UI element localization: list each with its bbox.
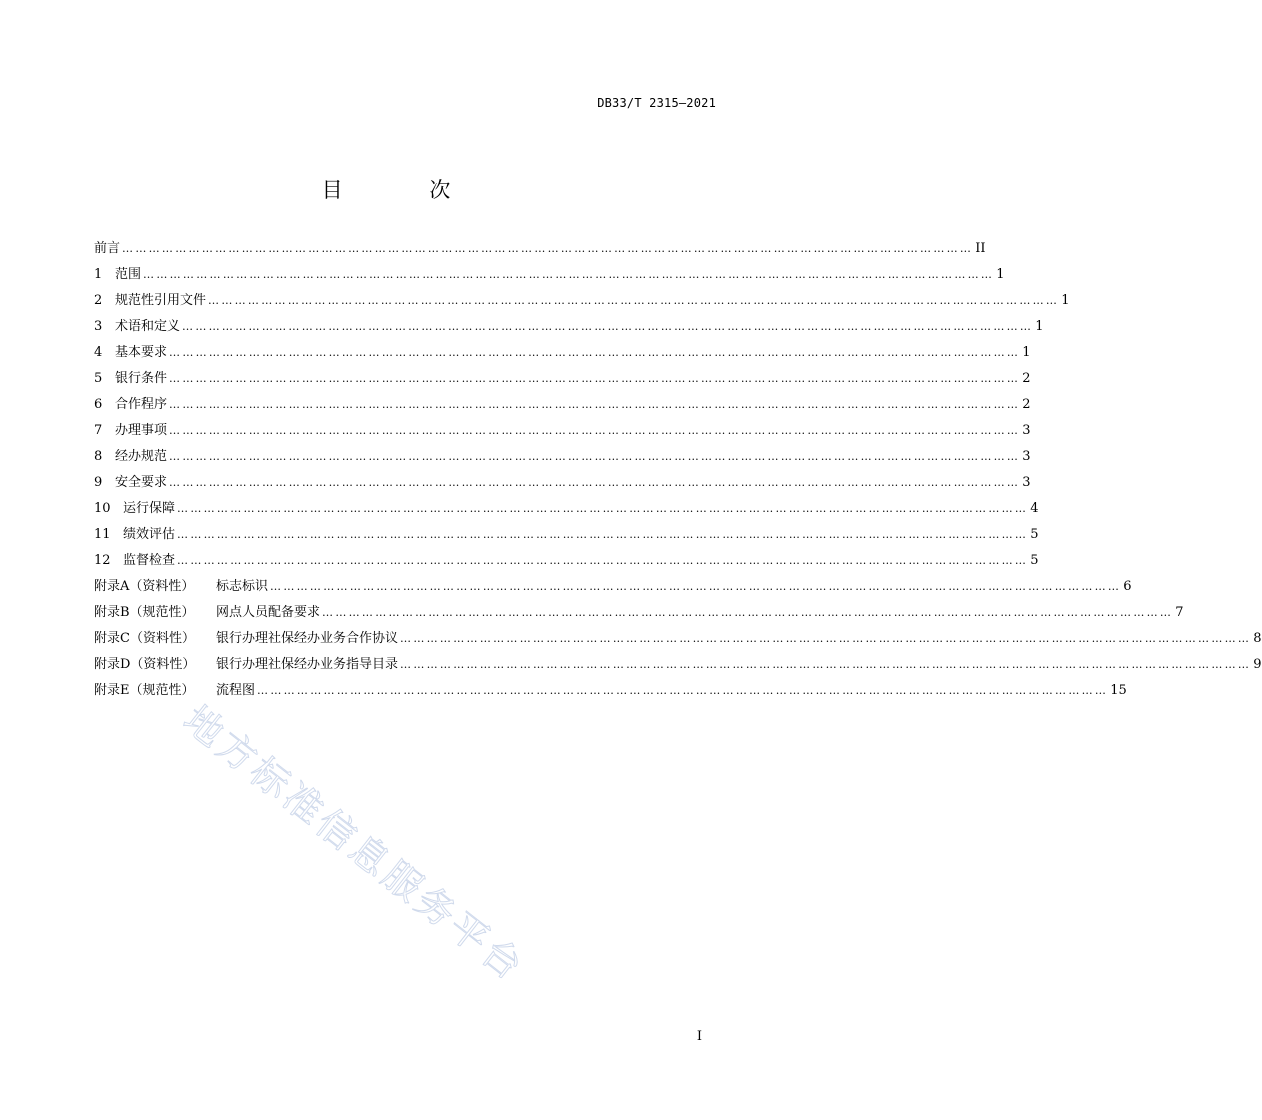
toc-entry[interactable]: [94, 392, 1031, 418]
toc-entry-page: 1: [996, 267, 1005, 282]
toc-dot-leader: …………………………………………………………………………………………………………………………………………………………………………: [400, 658, 1252, 671]
toc-entry-title: 范围: [115, 267, 142, 282]
toc-entry-page: 6: [1123, 579, 1132, 594]
toc-entry-number: 9: [94, 475, 103, 490]
toc-entry-number: 4: [94, 345, 103, 360]
toc-entry-page: 3: [1022, 475, 1031, 490]
toc-entry[interactable]: [94, 470, 1031, 496]
toc-entry-page: 1: [1061, 293, 1070, 308]
toc-entry-page: 2: [1022, 371, 1031, 386]
watermark: 地方标准信息服务平台: [175, 697, 534, 991]
toc-entry-number: 10: [94, 501, 111, 516]
toc-dot-leader: …………………………………………………………………………………………………………………………………………………………………………: [169, 346, 1021, 359]
toc-entry-title: 前言: [94, 241, 121, 256]
page-title: 目 次: [321, 178, 491, 202]
toc-entry[interactable]: [94, 418, 1031, 444]
toc-dot-leader: …………………………………………………………………………………………………………………………………………………………………………: [169, 372, 1021, 385]
toc-entry[interactable]: [94, 236, 986, 262]
toc-entry-number: 1: [94, 267, 103, 282]
toc-entry-page: 8: [1253, 631, 1262, 646]
toc-entry-title: 规范性引用文件: [115, 293, 207, 308]
toc-dot-leader: …………………………………………………………………………………………………………………………………………………………………………: [169, 450, 1021, 463]
toc-entry-title: 绩效评估: [123, 527, 176, 542]
toc-entry-page: 15: [1110, 683, 1127, 698]
toc-entry-number: 5: [94, 371, 103, 386]
toc-entry[interactable]: [94, 314, 1044, 340]
toc-entry-number: 7: [94, 423, 103, 438]
toc-entry-page: 3: [1022, 449, 1031, 464]
toc-entry-title: 标志标识: [216, 579, 269, 594]
toc-entry-title: 经办规范: [115, 449, 168, 464]
toc-entry-number: 11: [94, 527, 111, 542]
toc-entry-page: 5: [1030, 527, 1039, 542]
toc-entry[interactable]: [94, 288, 1070, 314]
toc-dot-leader: …………………………………………………………………………………………………………………………………………………………………………: [177, 502, 1029, 515]
toc-dot-leader: …………………………………………………………………………………………………………………………………………………………………………: [143, 268, 995, 281]
toc-dot-leader: …………………………………………………………………………………………………………………………………………………………………………: [169, 398, 1021, 411]
toc-entry-page: 1: [1022, 345, 1031, 360]
toc-entry-number: 2: [94, 293, 103, 308]
toc-entry[interactable]: [94, 600, 1184, 626]
toc-entry[interactable]: [94, 652, 1262, 678]
toc-entry-page: 2: [1022, 397, 1031, 412]
toc-entry-page: 4: [1030, 501, 1039, 516]
toc-entry-title: 流程图: [216, 683, 256, 698]
toc-entry[interactable]: [94, 626, 1262, 652]
toc-entry-number: 6: [94, 397, 103, 412]
toc-entry-number: 8: [94, 449, 103, 464]
toc-entry-number: 附录C（资料性）: [94, 631, 195, 646]
toc-entry[interactable]: [94, 444, 1031, 470]
toc-entry[interactable]: [94, 548, 1039, 574]
toc-entry-page: 1: [1035, 319, 1044, 334]
toc-entry[interactable]: [94, 340, 1031, 366]
toc-dot-leader: …………………………………………………………………………………………………………………………………………………………………………: [177, 554, 1029, 567]
toc-entry-title: 银行办理社保经办业务指导目录: [216, 657, 399, 672]
toc-dot-leader: …………………………………………………………………………………………………………………………………………………………………………: [169, 424, 1021, 437]
toc-entry[interactable]: [94, 574, 1132, 600]
toc-entry-number: 附录D（资料性）: [94, 657, 196, 672]
toc-entry-title: 基本要求: [115, 345, 168, 360]
toc-entry[interactable]: [94, 366, 1031, 392]
toc-dot-leader: …………………………………………………………………………………………………………………………………………………………………………: [177, 528, 1029, 541]
toc-dot-leader: …………………………………………………………………………………………………………………………………………………………………………: [208, 294, 1060, 307]
page-number: I: [696, 1029, 702, 1044]
table-of-contents: [94, 236, 1262, 704]
toc-entry-page: II: [975, 241, 986, 256]
toc-entry-title: 术语和定义: [115, 319, 181, 334]
toc-entry-number: 附录A（资料性）: [94, 579, 195, 594]
toc-dot-leader: …………………………………………………………………………………………………………………………………………………………………………: [270, 580, 1122, 593]
toc-entry-title: 办理事项: [115, 423, 168, 438]
toc-entry-page: 7: [1175, 605, 1184, 620]
toc-dot-leader: …………………………………………………………………………………………………………………………………………………………………………: [400, 632, 1252, 645]
toc-entry-title: 网点人员配备要求: [216, 605, 321, 620]
toc-entry-page: 9: [1253, 657, 1262, 672]
toc-entry-title: 银行条件: [115, 371, 168, 386]
toc-entry-page: 5: [1030, 553, 1039, 568]
toc-entry-number: 附录B（规范性）: [94, 605, 195, 620]
toc-dot-leader: …………………………………………………………………………………………………………………………………………………………………………: [169, 476, 1021, 489]
toc-entry-title: 监督检查: [123, 553, 176, 568]
toc-entry-number: 附录E（规范性）: [94, 683, 195, 698]
toc-entry-title: 安全要求: [115, 475, 168, 490]
toc-entry-title: 运行保障: [123, 501, 176, 516]
toc-entry[interactable]: [94, 496, 1039, 522]
toc-dot-leader: …………………………………………………………………………………………………………………………………………………………………………: [182, 320, 1034, 333]
toc-entry-title: 合作程序: [115, 397, 168, 412]
toc-dot-leader: …………………………………………………………………………………………………………………………………………………………………………: [257, 684, 1109, 697]
document-code: DB33/T 2315—2021: [597, 96, 716, 110]
toc-entry[interactable]: [94, 522, 1039, 548]
toc-entry-number: 12: [94, 553, 111, 568]
toc-dot-leader: …………………………………………………………………………………………………………………………………………………………………………: [122, 242, 974, 255]
toc-entry[interactable]: [94, 262, 1005, 288]
toc-dot-leader: …………………………………………………………………………………………………………………………………………………………………………: [322, 606, 1174, 619]
toc-entry[interactable]: [94, 678, 1127, 704]
toc-entry-title: 银行办理社保经办业务合作协议: [216, 631, 399, 646]
toc-entry-page: 3: [1022, 423, 1031, 438]
toc-entry-number: 3: [94, 319, 103, 334]
